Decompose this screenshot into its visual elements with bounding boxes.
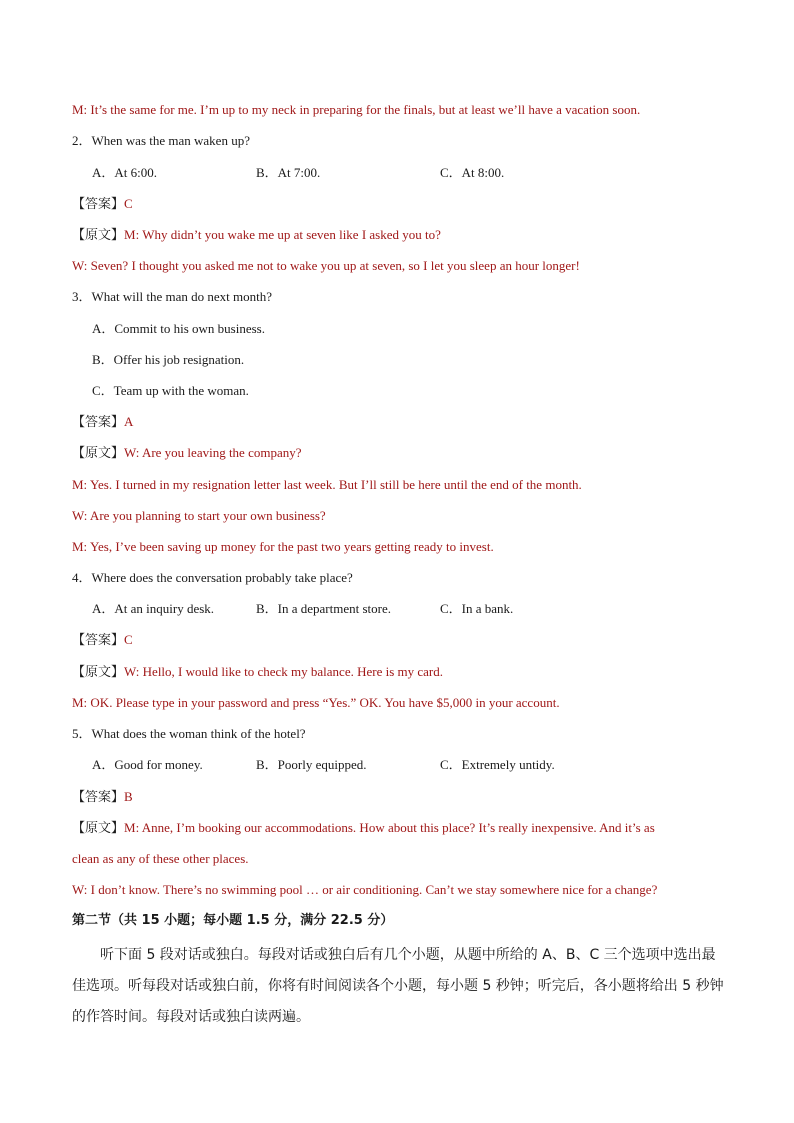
q2-question: 2．When was the man waken up?: [72, 133, 250, 148]
q4-option-b: B．In a department store.: [256, 601, 392, 616]
answer-tag: 【答案】: [72, 415, 125, 430]
answer-tag: 【答案】: [72, 790, 125, 805]
transcript-line: M: Why didn’t you wake me up at seven like I asked you to?: [124, 227, 441, 242]
q3-option-c: C．Team up with the woman.: [92, 383, 249, 398]
q2-answer: [72, 195, 133, 214]
transcript-tag: 【原文】: [72, 228, 125, 243]
q5-transcript-first: [72, 819, 655, 838]
q2-transcript-first: [72, 226, 441, 245]
q3-option-a: A．Commit to his own business.: [92, 321, 265, 336]
q4-question: 4．Where does the conversation probably take place?: [72, 570, 353, 585]
transcript-line: M: Anne, I’m booking our accommodations. How about this place? It’s really inexpensive. And it’s as: [124, 820, 655, 835]
transcript-tag: 【原文】: [72, 665, 125, 680]
q3-option-b: B．Offer his job resignation.: [92, 352, 245, 367]
answer-value: B: [124, 789, 133, 804]
q4-transcript-first: [72, 663, 443, 682]
transcript-line: W: I don’t know. There’s no swimming pool … or air conditioning. Can’t we stay somewhere nice for a change?: [72, 882, 658, 897]
answer-tag: 【答案】: [72, 197, 125, 212]
transcript-line: clean as any of these other places.: [72, 851, 249, 866]
answer-value: C: [124, 196, 133, 211]
answer-value: C: [124, 632, 133, 647]
q1-transcript-line: M: It’s the same for me. I’m up to my neck in preparing for the finals, but at least we’ll have a vacation soon.: [72, 102, 641, 117]
answer-tag: 【答案】: [72, 633, 125, 648]
q3-question: 3．What will the man do next month?: [72, 289, 273, 304]
q4-option-a: A．At an inquiry desk.: [92, 601, 215, 616]
q2-option-c: C．At 8:00.: [440, 165, 505, 180]
q2-option-b: B．At 7:00.: [256, 165, 321, 180]
transcript-line: M: OK. Please type in your password and press “Yes.” OK. You have $5,000 in your account.: [72, 695, 560, 710]
q5-option-c: C．Extremely untidy.: [440, 757, 555, 772]
q4-answer: [72, 631, 133, 650]
section-heading: 第二节（共 15 小题；每小题 1.5 分，满分 22.5 分）: [72, 913, 394, 928]
q4-option-c: C．In a bank.: [440, 601, 514, 616]
answer-value: A: [124, 414, 134, 429]
transcript-line: W: Are you leaving the company?: [124, 445, 302, 460]
section-instructions: 听下面 5 段对话或独白。每段对话或独白后有几个小题，从题中所给的 A、B、C 三个选项中选出最佳选项。听每段对话或独白前，你将有时间阅读各个小题，每小题 5 秒钟；听完后，各小题将给出 5 秒钟的作答时间。每段对话或独白读两遍。: [72, 947, 724, 1025]
transcript-line: M: Yes, I’ve been saving up money for the past two years getting ready to invest.: [72, 539, 494, 554]
q3-transcript-first: [72, 444, 302, 463]
transcript-line: M: Yes. I turned in my resignation letter last week. But I’ll still be here until the end of the month.: [72, 477, 582, 492]
transcript-tag: 【原文】: [72, 821, 125, 836]
q5-answer: [72, 788, 133, 807]
q2-option-a: A．At 6:00.: [92, 165, 158, 180]
q5-question: 5．What does the woman think of the hotel?: [72, 726, 306, 741]
transcript-tag: 【原文】: [72, 446, 125, 461]
transcript-line: W: Are you planning to start your own business?: [72, 508, 326, 523]
q3-answer: [72, 413, 133, 432]
q5-option-a: A．Good for money.: [92, 757, 203, 772]
q5-option-b: B．Poorly equipped.: [256, 757, 367, 772]
transcript-line: W: Hello, I would like to check my balance. Here is my card.: [124, 664, 444, 679]
transcript-line: W: Seven? I thought you asked me not to wake you up at seven, so I let you sleep an hour longer!: [72, 258, 580, 273]
